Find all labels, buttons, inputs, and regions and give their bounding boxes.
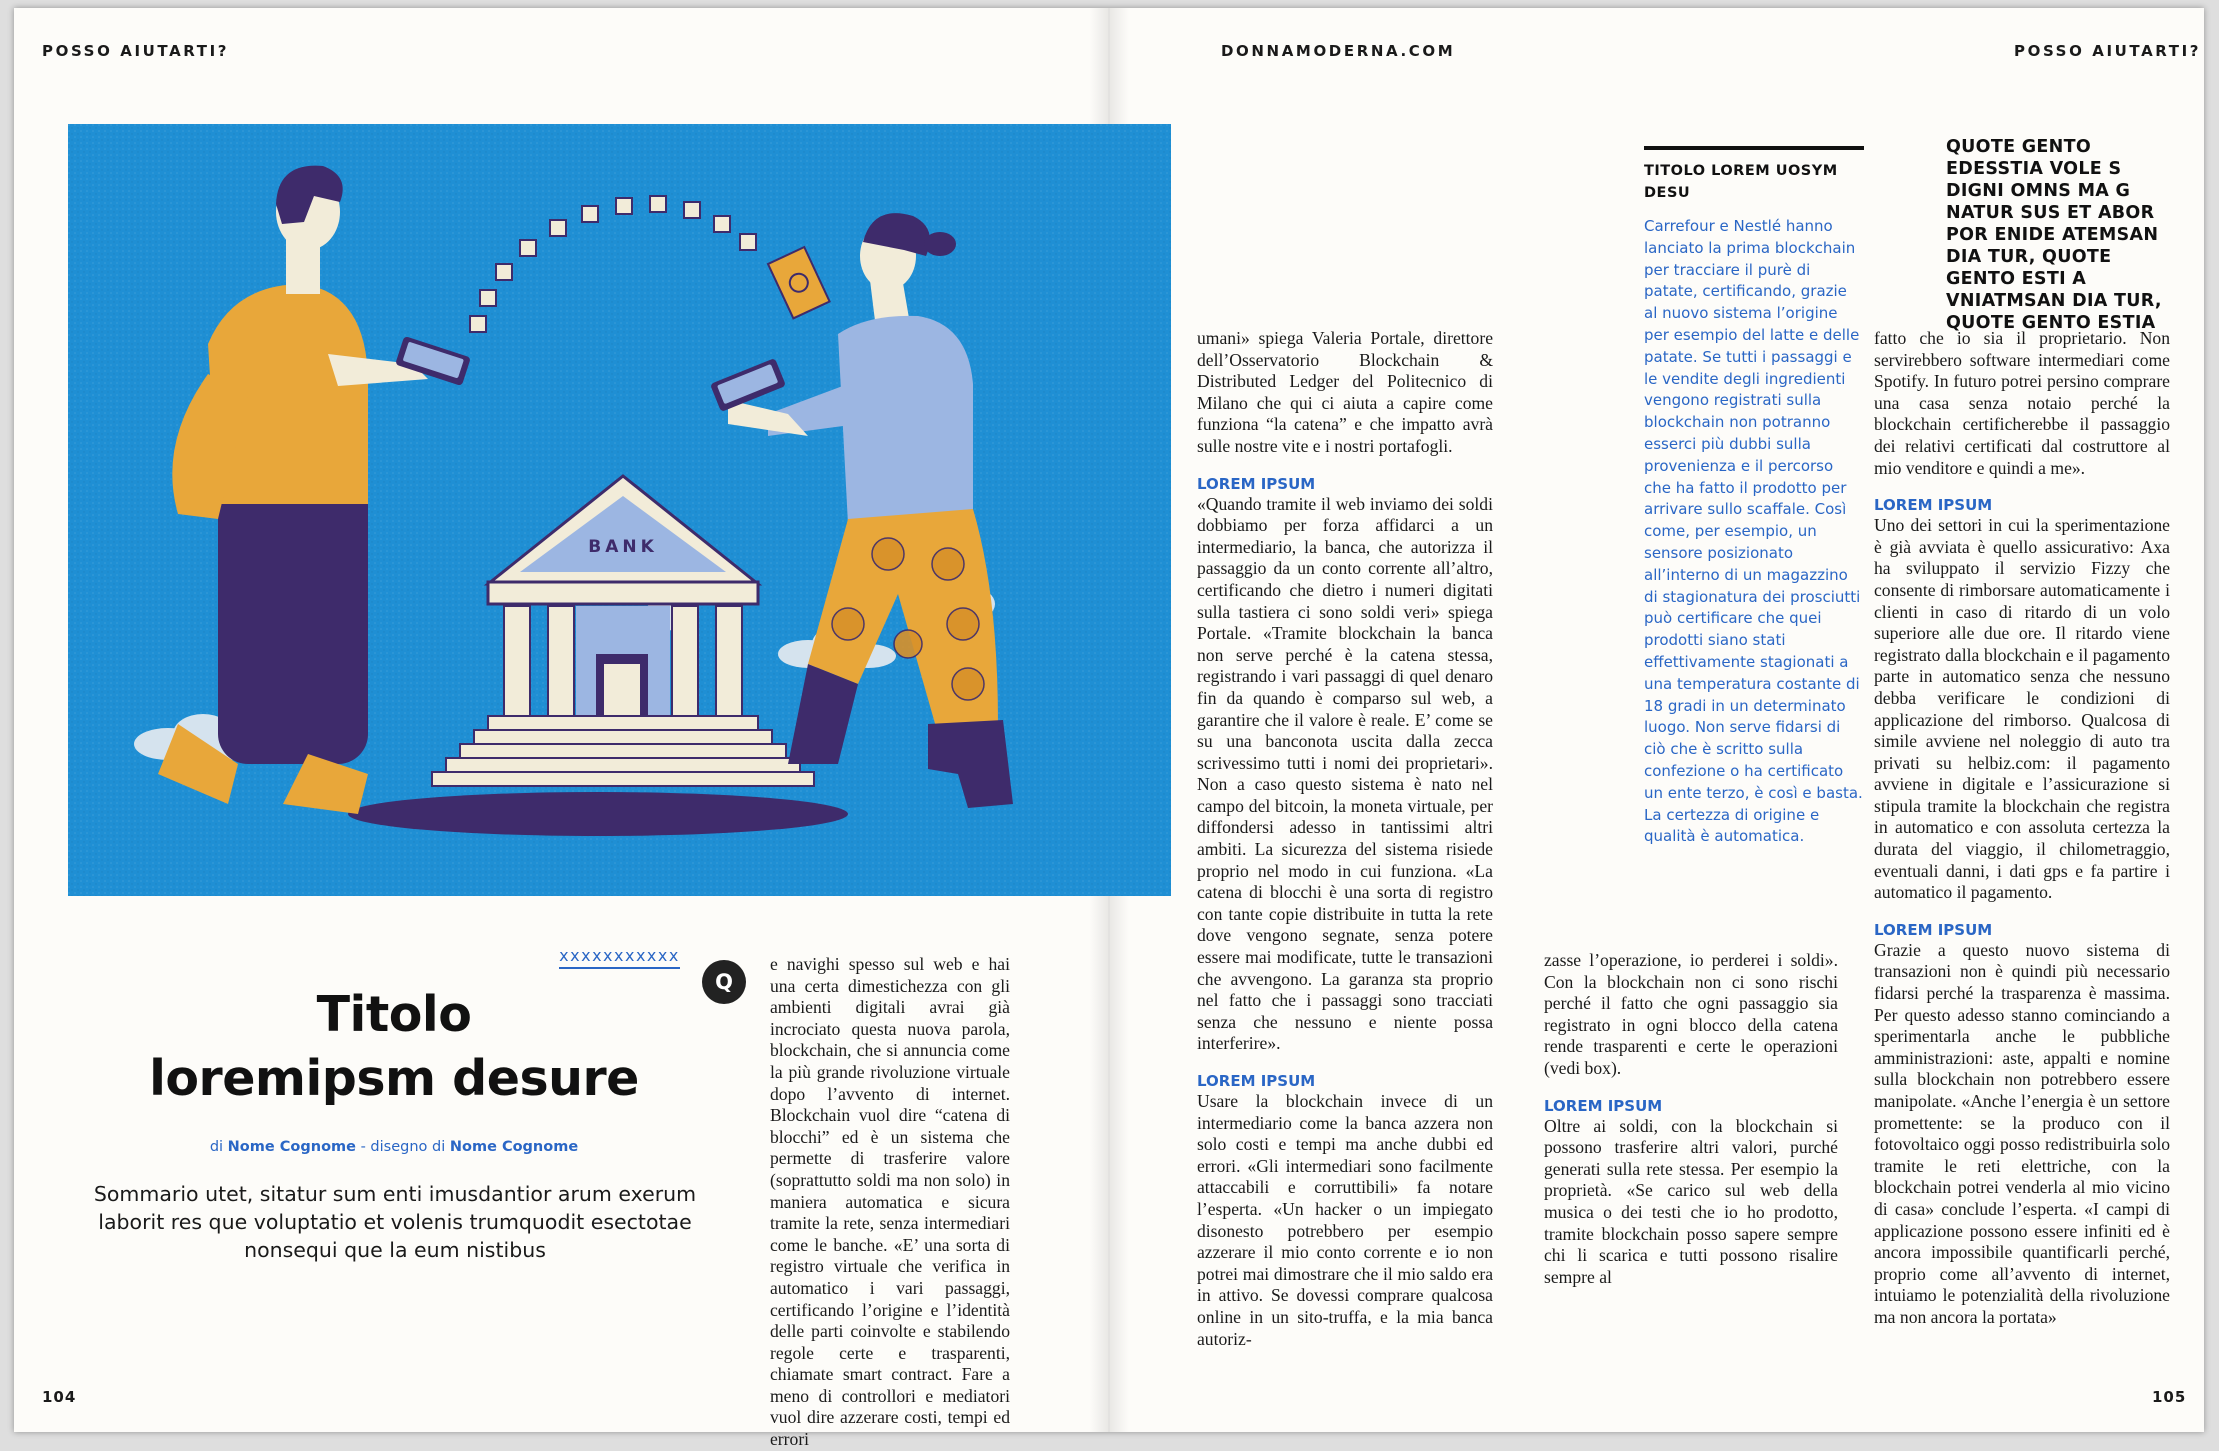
- hero-illustration: [68, 124, 1171, 896]
- col3-paragraph-1: zasse l’operazione, io perderei i soldi». Con la blockchain non ci sono rischi perché il fatto che ogni passaggio sia registrato in ogni blocco della catena rende trasparenti e certe le operazioni (vedi box).: [1544, 950, 1838, 1078]
- bank-sign: BANK: [588, 537, 658, 557]
- byline-mid: - disegno di: [355, 1139, 450, 1155]
- standfirst: Sommario utet, sitatur sum enti imusdantior arum exerum laborit res que voluptatio et volenis trumquodit esectotae nonsequi que la eum nistibus: [93, 1182, 697, 1262]
- body-column-2: [1197, 328, 1493, 1350]
- col2-paragraph-2: «Quando tramite il web inviamo dei soldi dobbiamo per forza affidarci a un intermediario, la banca, che autorizza il passaggio da un conto corrente all’altro, certificando che dietro i numeri digitati sulla tastiera ci sono soldi veri» spiega Portale. «Tramite blockchain la banca non serve perché è la catena stessa, registrando i vari passaggi di quel denaro fin da quando è comparso sul web, a garantire che il valore è reale. E’ come se su una banconota uscita dalla zecca scrivessimo tutti i nomi dei proprietari». Non a caso questo sistema è nato nel campo del bitcoin, la moneta virtuale, per diffondersi adesso in tantissimi altri ambiti. La sicurezza del sistema risiede proprio nel modo in cui funziona. «La catena di blocchi è una sorta di registro con tante copie distribuite in tutta la rete dove vengono segnate, senza potere essere mai modificate, tutte le transazioni che avvengono. La garanza sta proprio nel fatto che i passaggi sono tracciati senza che nessuno e niente possa interferire».: [1197, 493, 1493, 1054]
- col4-subhead-2: LOREM IPSUM: [1874, 920, 1993, 939]
- col2-subhead-1: LOREM IPSUM: [1197, 474, 1316, 493]
- running-head-center: DONNAMODERNA.COM: [1221, 42, 1456, 60]
- magazine-spread: [14, 8, 2204, 1450]
- col1-paragraph: e navighi spesso sul web e hai una certa dimestichezza con gli ambienti digitali avrai già incrociato questa nuova parola, blockchain, che si annuncia come la più grande rivoluzione virtuale dopo l’avvento di internet. Blockchain vuol dire “catena di blocchi” ed è un sistema che permette di trasferire valore (soprattutto soldi ma non solo) in maniera automatica e sicura tramite la rete, senza intermediari come le banche. «E’ una sorta di registro virtuale che verifica in automatico i vari passaggi, certificando l’origine e l’identità delle parti coinvolte e stabilendo regole certe e trasparenti, chiamate smart contract. Fare a meno di controllori e mediatori vuol dire azzerare costi, tempi ed errori: [770, 954, 1010, 1450]
- col2-paragraph-3: Usare la blockchain invece di un intermediario come la banca azzera non solo costi e tempi ma anche dubbi ed errori. «Gli intermediari sono facilmente attaccabili e corruttibili» fa notare l’esperta. «Un hacker o un impiegato disonesto potrebbero per esempio azzerare il mio conto corrente e io non potrei mai dimostrare che il mio saldo era in attivo. Se dovessi comprare qualcosa online in un sito-truffa, e la mia banca autoriz-: [1197, 1091, 1493, 1349]
- sidebar-box: [1644, 146, 1864, 848]
- running-head-left: POSSO AIUTARTI?: [42, 42, 230, 60]
- title-line-2: loremipsm desure: [149, 1050, 639, 1107]
- dropcap: Q: [702, 960, 746, 1004]
- byline: [68, 1139, 720, 1155]
- body-column-1: [770, 954, 1010, 1451]
- byline-prefix: di: [209, 1139, 228, 1155]
- box-body: Carrefour e Nestlé hanno lanciato la prima blockchain per tracciare il purè di patate, certificando, grazie al nuovo sistema l’origine per esempio del latte e delle patate. Se tutti i passaggi e le vendite degli ingredienti vengono registrati sulla blockchain non potranno esserci più dubbi sulla provenienza e il percorso che ha fatto il prodotto per arrivare sullo scaffale. Così come, per esempio, un sensore posizionato all’interno di un magazzino di stagionatura dei prosciutti può certificare che quei prodotti siano stati effettivamente stagionati a una temperatura costante di 18 gradi in un determinato luogo. Non serve fidarsi di ciò che è scritto sulla confezione o ha certificato un ente terzo, è così e basta. La certezza di origine e qualità è automatica.: [1644, 217, 1863, 846]
- col2-subhead-2: LOREM IPSUM: [1197, 1072, 1316, 1090]
- kicker-text: xxxxxxxxxxx: [559, 946, 680, 969]
- box-title: TITOLO LOREM UOSYM DESU: [1644, 163, 1838, 201]
- col4-subhead-1: LOREM IPSUM: [1874, 496, 1993, 515]
- col4-paragraph-3: Grazie a questo nuovo sistema di transazioni non è quindi più necessario fidarsi perché la trasparenza è massima. Per questo adesso stanno cominciando a sperimentarla anche le pubbliche amministrazioni: aste, appalti e nomine sulla blockchain non potrebbero essere manipolate. «Anche l’energia è un settore promettente: se la produco con il fotovoltaico oggi posso redistribuirla solo tramite le reti elettriche, con la blockchain potrei venderla al mio vicino di casa» conclude l’esperta. «I campi di applicazione possono essere infiniti ed è ancora impossibile quantificarli perché, proprio come all’avvento di internet, intuiamo le potenzialità della rivoluzione ma non ancora la portata»: [1874, 939, 2170, 1327]
- col4-paragraph-1: fatto che io sia il proprietario. Non servirebbero software intermediari come Spotify. In futuro potrei persino comprare una casa senza notaio perché la blockchain certificherebbe il passaggio dei relativi certificati dal costruttore al mio venditore e quindi a me».: [1874, 328, 2170, 478]
- pull-quote: QUOTE GENTO EDESSTIA VOLE S DIGNI OMNS MA G NATUR SUS ET ABOR POR ENIDE ATEMSAN DIA TUR, QUOTE GENTO ESTI A VNIATMSAN DIA TUR, QUOTE GENTO ESTIA: [1946, 137, 2162, 333]
- col3-subhead-1: LOREM IPSUM: [1544, 1096, 1663, 1115]
- author-name: Nome Cognome: [227, 1139, 356, 1155]
- illustrator-name: Nome Cognome: [449, 1139, 579, 1155]
- ground-shadow: [348, 792, 848, 836]
- blockchain-bank-illustration: [68, 124, 1171, 896]
- body-column-3: [1544, 950, 1838, 1288]
- col2-paragraph-1: umani» spiega Valeria Portale, direttore dell’Osservatorio Blockchain & Distributed Ledger del Politecnico di Milano che qui ci aiuta a capire come funziona “la catena” e che impatto avrà sulle nostre vite e i nostri portafogli.: [1197, 328, 1493, 456]
- col4-paragraph-2: Uno dei settori in cui la sperimentazione è già avviata è quello assicurativo: Axa ha sviluppato il servizio Fizzy che consente di rimborsare automaticamente i clienti in caso di ritardo di un volo superiore alle due ore. Il ritardo viene registrato dalla blockchain e il pagamento parte in automatico senza che nessuno debba verificare le condizioni di applicazione del rimborso. Qualcosa di simile avviene nel noleggio di auto tra privati su helbiz.com: il pagamento avviene in digitale e l’assicurazione si stipula tramite la blockchain che registra in automatico e con assoluta certezza la durata del viaggio, il chilometraggio, eventuali danni, i dati gps e fa partire i automatico il pagamento.: [1874, 515, 2170, 903]
- title-line-1: Titolo: [316, 986, 472, 1043]
- page-number-right: 105: [2152, 1388, 2187, 1406]
- col3-paragraph-2: Oltre ai soldi, con la blockchain si possono trasferire altri valori, purché generati sulla rete stessa. Per esempio la proprietà. «Se carico sul web della musica o dei testi che io ho prodotto, tramite blockchain posso sapere sempre chi li scarica e tutti possono risalire sempre al: [1544, 1115, 1838, 1287]
- body-column-4: [1874, 328, 2170, 1329]
- article-title: [68, 983, 720, 1111]
- running-head-right: POSSO AIUTARTI?: [2014, 42, 2202, 60]
- page-number-left: 104: [42, 1388, 77, 1406]
